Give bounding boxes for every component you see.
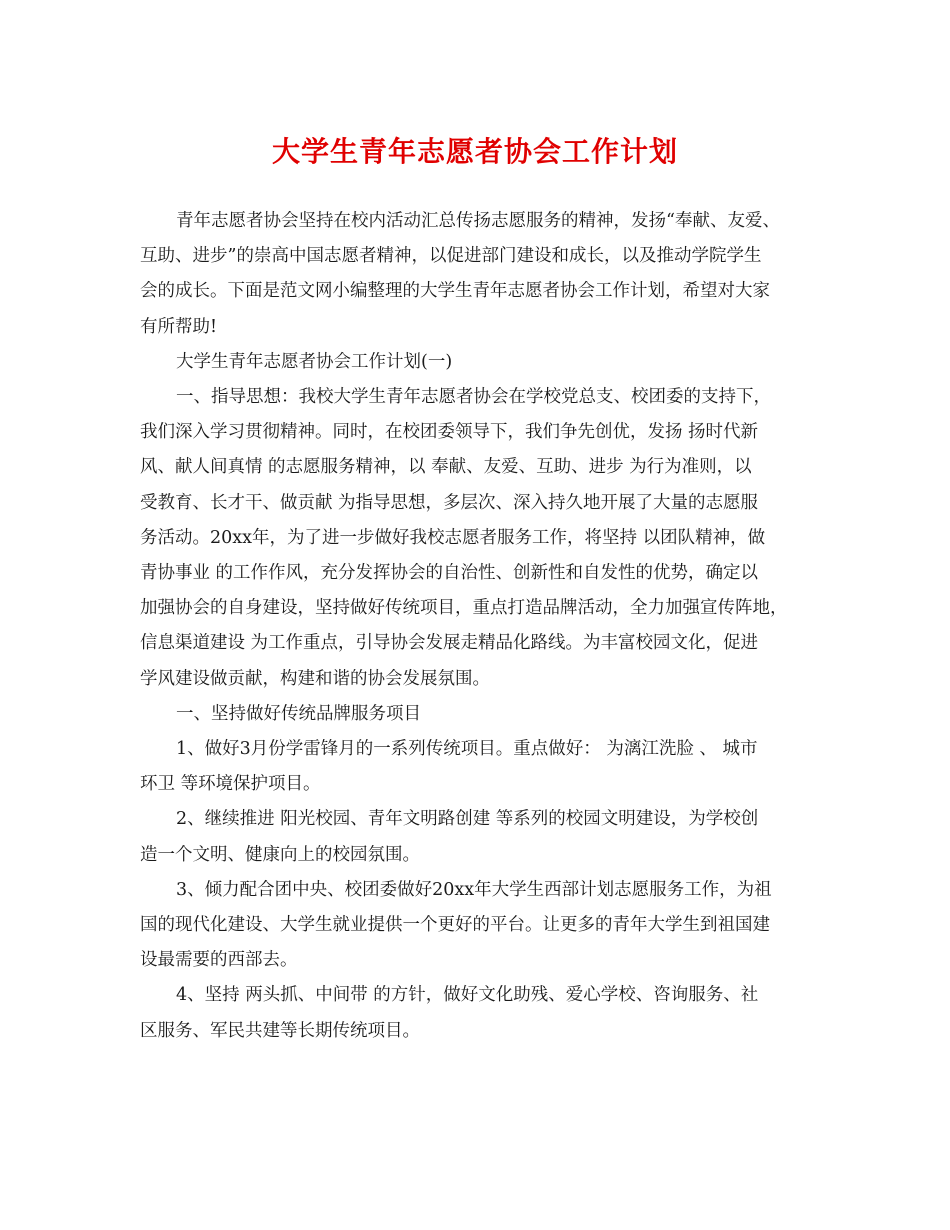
text-line: 造一个文明、健康向上的校园氛围。: [140, 844, 420, 865]
text-line: 一、指导思想：我校大学生青年志愿者协会在学校党总支、校团委的支持下，: [176, 387, 771, 408]
list-item: [140, 873, 830, 979]
list-item: [140, 978, 830, 1048]
text-line: 设最需要的西部去。: [140, 950, 298, 971]
text-line: 1、做好3月份学雷锋月的一系列传统项目。重点做好： 为漓江洗脸 、 城市: [176, 739, 758, 760]
paragraph-intro: [140, 204, 830, 345]
paragraph-guiding-ideology: [140, 380, 830, 697]
section-heading: [140, 345, 830, 380]
text-line: 我们深入学习贯彻精神。同时，在校团委领导下，我们争先创优，发扬 扬时代新: [140, 422, 759, 443]
text-line: 大学生青年志愿者协会工作计划(一): [176, 351, 453, 372]
list-item: [140, 732, 830, 802]
page-title: 大学生青年志愿者协会工作计划: [271, 135, 678, 168]
text-line: 加强协会的自身建设，坚持做好传统项目，重点打造品牌活动，全力加强宣传阵地，: [140, 598, 788, 619]
text-line: 青协事业 的工作作风，充分发挥协会的自治性、创新性和自发性的优势，确定以: [140, 563, 759, 584]
text-line: 务活动。20xx年，为了进一步做好我校志愿者服务工作，将坚持 以团队精神，做: [140, 527, 766, 548]
text-line: 信息渠道建设 为工作重点，引导协会发展走精品化路线。为丰富校园文化，促进: [140, 633, 759, 654]
text-line: 区服务、军民共建等长期传统项目。: [140, 1020, 420, 1041]
text-line: 环卫 等环境保护项目。: [140, 774, 321, 795]
text-line: 受教育、长才干、做贡献 为指导思想，多层次、深入持久地开展了大量的志愿服: [140, 492, 759, 513]
text-line: 3、倾力配合团中央、校团委做好20xx年大学生西部计划志愿服务工作，为祖: [176, 879, 772, 900]
text-line: 国的现代化建设、大学生就业提供一个更好的平台。让更多的青年大学生到祖国建: [140, 915, 770, 936]
text-line: 青年志愿者协会坚持在校内活动汇总传扬志愿服务的精神，发扬“奉献、友爱、: [176, 211, 780, 231]
text-line: 有所帮助!: [140, 316, 218, 337]
text-line: 2、继续推进 阳光校园、青年文明路创建 等系列的校园文明建设，为学校创: [176, 809, 759, 830]
section-heading: [140, 697, 830, 732]
document-body: [140, 204, 830, 1049]
text-line: 一、坚持做好传统品牌服务项目: [176, 703, 421, 724]
text-line: 4、坚持 两头抓、中间带 的方针，做好文化助残、爱心学校、咨询服务、社: [176, 985, 759, 1006]
text-line: 学风建设做贡献，构建和谐的协会发展氛围。: [140, 668, 490, 689]
text-line: 互助、进步”的崇高中国志愿者精神，以促进部门建设和成长，以及推动学院学生: [140, 246, 762, 267]
list-item: [140, 802, 830, 872]
text-line: 会的成长。下面是范文网小编整理的大学生青年志愿者协会工作计划，希望对大家: [140, 281, 770, 302]
text-line: 风、献人间真情 的志愿服务精神，以 奉献、友爱、互助、进步 为行为准则，以: [140, 457, 752, 478]
